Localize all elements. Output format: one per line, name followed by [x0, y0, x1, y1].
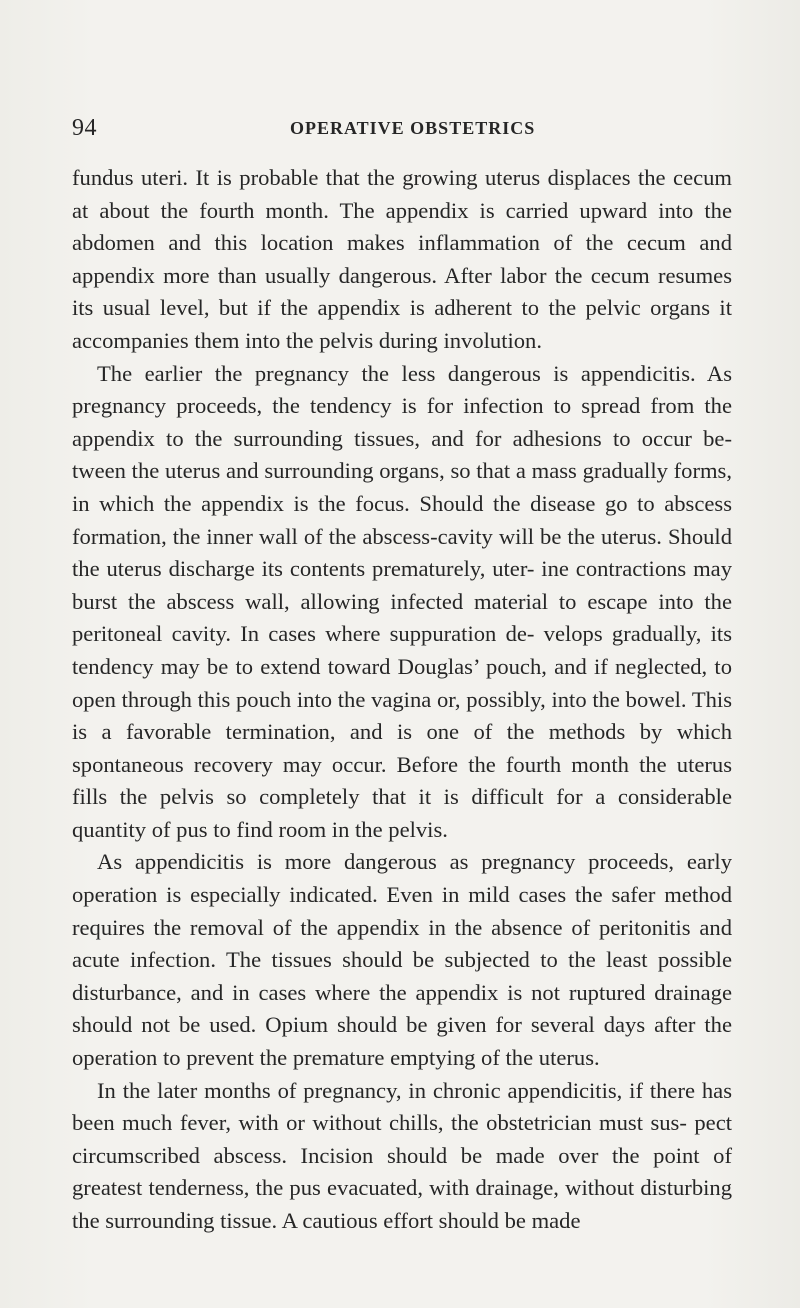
- paragraph: The earlier the pregnancy the less dangerous is appendicitis. As pregnancy proceeds, the tendency is for infection to spread from the appendix to the surrounding tissues, and for adhesions to occur be- tween the uterus and surrounding organs, so that a mass gradually forms, in which the appendix is the focus. Should the disease go to abscess formation, the inner wall of the abscess-cavity will be the uterus. Should the uterus discharge its contents prematurely, uter- ine contractions may burst the abscess wall, allowing infected material to escape into the peritoneal cavity. In cases where suppuration de- velops gradually, its tendency may be to extend toward Douglas’ pouch, and if neglected, to open through this pouch into the vagina or, possibly, into the bowel. This is a favorable termination, and is one of the methods by which spontaneous recovery may occur. Before the fourth month the uterus fills the pelvis so completely that it is difficult for a considerable quantity of pus to find room in the pelvis.: [72, 360, 732, 842]
- page-header: [72, 114, 732, 142]
- paragraph-continuation: fundus uteri. It is probable that the growing uterus displaces the cecum at about the fourth month. The appendix is carried upward into the abdomen and this location makes inflammation of the cecum and appendix more than usually dangerous. After labor the cecum resumes its usual level, but if the appendix is adherent to the pelvic organs it accompanies them into the pelvis during involution.: [72, 165, 732, 353]
- running-head: OPERATIVE OBSTETRICS: [290, 118, 536, 138]
- paragraph: As appendicitis is more dangerous as pregnancy proceeds, early operation is especially indicated. Even in mild cases the safer method requires the removal of the appendix in the absence of peritonitis and acute infection. The tissues should be subjected to the least possible disturbance, and in cases where the appendix is not ruptured drainage should not be used. Opium should be given for several days after the operation to prevent the premature emptying of the uterus.: [72, 849, 732, 1071]
- paragraph: In the later months of pregnancy, in chronic appendicitis, if there has been much fever, with or without chills, the obstetrician must sus- pect circumscribed abscess. Incision should be made over the point of greatest tenderness, the pus evacuated, with drainage, without disturbing the surrounding tissue. A cautious effort should be made: [72, 1077, 732, 1233]
- body-text: [72, 162, 732, 1238]
- page-number: 94: [72, 115, 97, 141]
